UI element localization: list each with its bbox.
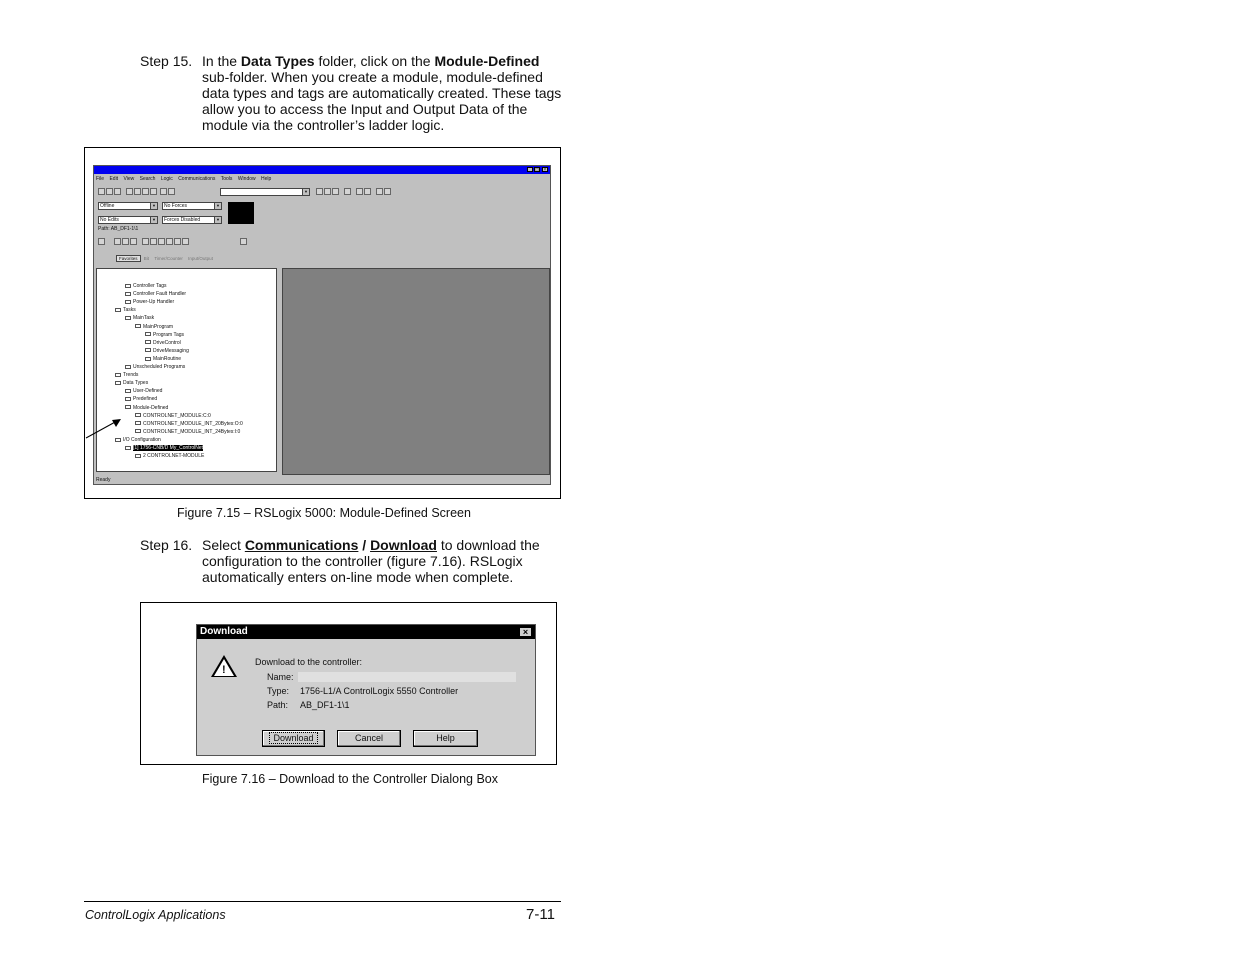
footer-rule bbox=[84, 901, 561, 902]
tree-item-label: Trends bbox=[123, 372, 139, 379]
path-text: Path: AB_DF1-1\1 bbox=[98, 226, 139, 232]
footer-title: ControlLogix Applications bbox=[85, 908, 226, 922]
dialog-title: Download × bbox=[197, 625, 535, 639]
menu-file[interactable]: File bbox=[96, 176, 105, 182]
tree-item-label: Power-Up Handler bbox=[133, 299, 175, 306]
download-dialog bbox=[196, 624, 536, 756]
figure-7-15-caption: Figure 7.15 – RSLogix 5000: Module-Defined Screen bbox=[177, 506, 471, 520]
chevron-down-icon: ▼ bbox=[150, 203, 157, 209]
cancel-button[interactable]: Cancel bbox=[337, 730, 401, 747]
type-label: Type: bbox=[267, 686, 290, 696]
download-button[interactable]: Download bbox=[262, 730, 325, 747]
tree-item-label: Tasks bbox=[123, 307, 136, 314]
tree-item-label: MainProgram bbox=[143, 323, 174, 330]
help-button[interactable]: Help bbox=[413, 730, 478, 747]
dialog-message: Download to the controller: bbox=[255, 657, 363, 667]
tree-item-label: Controller Tags bbox=[133, 283, 167, 289]
step-16-label: Step 16. bbox=[140, 537, 193, 553]
tree-item-label: CONTROLNET_MODULE_INT_24Bytes:I:0 bbox=[143, 428, 241, 435]
menu-view[interactable]: View bbox=[123, 176, 135, 182]
step-15-label: Step 15. bbox=[140, 53, 193, 69]
tree-item-label: Controller Fault Handler bbox=[133, 291, 187, 298]
step-15-line-5: module via the controller’s ladder logic. bbox=[202, 117, 445, 133]
tree-item-label: DriveControl bbox=[153, 339, 181, 346]
edits-combo[interactable]: No Edits ▼ bbox=[98, 216, 158, 224]
chevron-down-icon: ▼ bbox=[150, 217, 157, 223]
chevron-down-icon: ▼ bbox=[214, 217, 221, 223]
menu-tools[interactable]: Tools bbox=[220, 176, 233, 182]
chevron-down-icon: ▼ bbox=[214, 203, 221, 209]
status-text: Ready bbox=[96, 477, 111, 483]
warning-exclamation: ! bbox=[222, 664, 226, 676]
menu-help[interactable]: Help bbox=[261, 176, 272, 182]
menu-window[interactable]: Window bbox=[237, 176, 256, 182]
step-16-line-1: Select Communications / Download to download the bbox=[202, 537, 540, 553]
menu-edit[interactable]: Edit bbox=[109, 176, 119, 182]
figure-7-16-caption: Figure 7.16 – Download to the Controller Dialong Box bbox=[202, 772, 499, 786]
name-value bbox=[298, 672, 516, 682]
step-15-text bbox=[202, 53, 564, 133]
tree-item-label: Module-Defined bbox=[133, 404, 169, 411]
menu-communications[interactable]: Communications bbox=[178, 176, 216, 182]
step-15-line-3: data types and tags are automatically created. These tags bbox=[202, 85, 562, 101]
arrow-annotation bbox=[85, 148, 562, 500]
step-15-line-4: allow you to access the Input and Output Data of the bbox=[202, 101, 528, 117]
step-16-line-2: configuration to the controller (figure 7.16). RSLogix bbox=[202, 553, 523, 569]
close-icon[interactable]: × bbox=[519, 627, 532, 637]
chevron-down-icon: ▼ bbox=[302, 189, 309, 195]
maximize-button[interactable]: □ bbox=[535, 167, 539, 173]
step-16-text bbox=[202, 537, 564, 585]
tree-item-label: Predefined bbox=[133, 396, 158, 403]
tree-item-label: DriveMessaging bbox=[153, 347, 189, 354]
tree-item-label: CONTROLNET_MODULE:C:0 bbox=[143, 412, 211, 419]
tree-item-label: MainRoutine bbox=[153, 355, 182, 362]
tab-favorites[interactable]: Favorites bbox=[116, 255, 141, 262]
menu-search[interactable]: Search bbox=[139, 176, 156, 182]
tab-bit[interactable]: Bit bbox=[143, 256, 150, 261]
tree-item-label: MainTask bbox=[133, 315, 155, 322]
page-number: 7-11 bbox=[526, 906, 555, 923]
path-label: Path: bbox=[267, 700, 289, 710]
tree-item-label: User-Defined bbox=[133, 388, 163, 395]
tree-item-label: CONTROLNET_MODULE_INT_20Bytes:O:0 bbox=[143, 420, 243, 427]
tree-item-label: Data Types bbox=[123, 380, 149, 387]
step-15-line-1: In the Data Types folder, click on the Module-Defined bbox=[202, 53, 540, 69]
tree-item-label: [1] 1756-CNB/D My_ControlNet bbox=[133, 445, 204, 451]
mode-combo[interactable]: Offline ▼ bbox=[98, 202, 158, 210]
step-16-line-3: automatically enters on-line mode when complete. bbox=[202, 569, 514, 585]
tree-item-label: Program Tags bbox=[153, 331, 185, 338]
minimize-button[interactable]: _ bbox=[528, 167, 532, 173]
tab-input-output[interactable]: Input/Output bbox=[188, 256, 213, 261]
tab-timer-counter[interactable]: Timer/Counter bbox=[154, 256, 183, 261]
download-dialog-screenshot bbox=[140, 602, 557, 765]
close-button[interactable]: × bbox=[543, 167, 547, 173]
type-value: 1756-L1/A ControlLogix 5550 Controller bbox=[300, 686, 459, 696]
forces-combo[interactable]: No Forces ▼ bbox=[162, 202, 222, 210]
menu-logic[interactable]: Logic bbox=[160, 176, 173, 182]
tree-item-label: 2 CONTROLNET-MODULE bbox=[143, 453, 205, 460]
tree-item-label: I/O Configuration bbox=[123, 436, 161, 443]
name-label: Name: bbox=[267, 672, 294, 682]
forces-state-combo[interactable]: Forces Disabled ▼ bbox=[162, 216, 222, 224]
step-15-line-2: sub-folder. When you create a module, module-defined bbox=[202, 69, 543, 85]
rslogix-screenshot bbox=[84, 147, 561, 499]
path-value: AB_DF1-1\1 bbox=[300, 700, 350, 710]
tree-item-label: Unscheduled Programs bbox=[133, 364, 186, 370]
